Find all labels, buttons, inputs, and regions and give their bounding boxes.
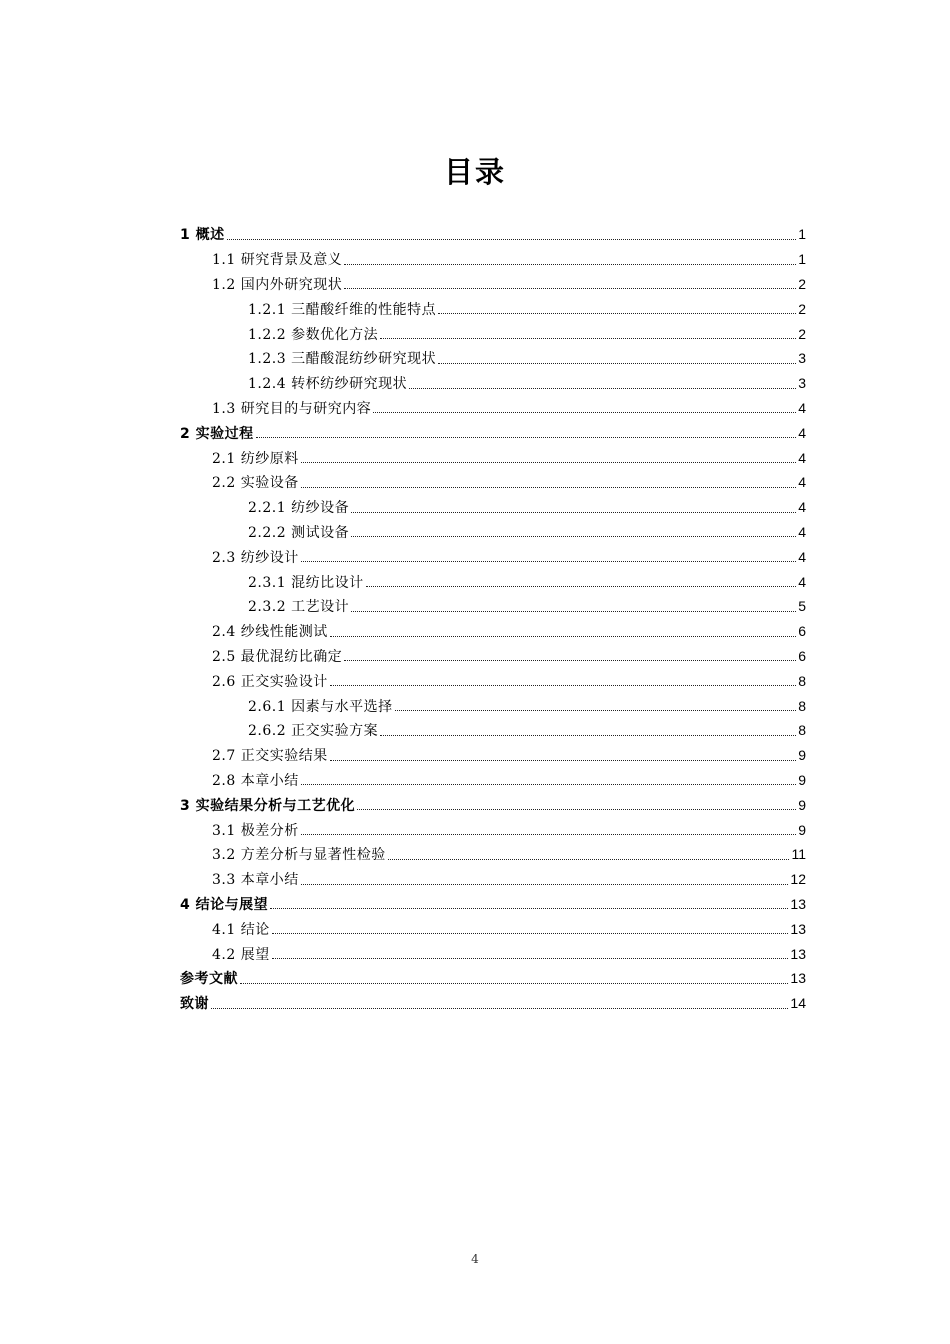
toc-dot-leader xyxy=(301,834,796,835)
toc-entry-page: 8 xyxy=(798,697,806,714)
toc-entry[interactable] xyxy=(248,569,806,594)
toc-entry[interactable] xyxy=(212,768,806,793)
toc-entry-title: 2.6.2 正交实验方案 xyxy=(248,723,379,740)
page-title: 目录 xyxy=(443,155,506,189)
toc-entry-title: 2.4 纱线性能测试 xyxy=(212,624,328,641)
toc-entry[interactable] xyxy=(248,520,806,545)
toc-entry-page: 6 xyxy=(798,647,806,664)
toc-dot-leader xyxy=(330,685,796,686)
toc-dot-leader xyxy=(344,660,796,661)
toc-dot-leader xyxy=(301,487,796,488)
toc-entry[interactable] xyxy=(180,222,806,247)
toc-entry-title: 1.2.4 转杯纺纱研究现状 xyxy=(248,376,408,393)
toc-entry-page: 2 xyxy=(798,325,806,342)
toc-entry-page: 1 xyxy=(798,251,806,268)
toc-dot-leader xyxy=(240,983,788,984)
table-of-contents xyxy=(0,222,950,1016)
toc-entry-title: 1.2.3 三醋酸混纺纱研究现状 xyxy=(248,351,437,368)
toc-entry-page: 3 xyxy=(798,375,806,392)
toc-dot-leader xyxy=(211,1008,788,1009)
toc-entry[interactable] xyxy=(180,991,806,1016)
toc-entry-page: 4 xyxy=(798,523,806,540)
toc-entry-page: 1 xyxy=(798,226,806,243)
toc-entry[interactable] xyxy=(212,445,806,470)
toc-dot-leader xyxy=(301,462,796,463)
toc-entry-title: 1.2 国内外研究现状 xyxy=(212,276,343,293)
toc-dot-leader xyxy=(409,388,796,389)
toc-entry[interactable] xyxy=(212,743,806,768)
toc-dot-leader xyxy=(357,809,796,810)
toc-entry-title: 2.6 正交实验设计 xyxy=(212,673,328,690)
toc-entry-title: 3.3 本章小结 xyxy=(212,872,299,889)
toc-entry-page: 4 xyxy=(798,449,806,466)
toc-dot-leader xyxy=(351,536,796,537)
toc-dot-leader xyxy=(330,760,796,761)
toc-dot-leader xyxy=(270,908,788,909)
toc-dot-leader xyxy=(256,437,797,438)
toc-entry-page: 4 xyxy=(798,474,806,491)
toc-entry-page: 12 xyxy=(790,871,806,888)
toc-entry-page: 6 xyxy=(798,623,806,640)
toc-dot-leader xyxy=(301,884,789,885)
toc-entry-title: 2.5 最优混纺比确定 xyxy=(212,648,343,665)
toc-entry-page: 13 xyxy=(790,945,806,962)
toc-entry-title: 4 结论与展望 xyxy=(180,896,269,913)
toc-dot-leader xyxy=(351,512,796,513)
toc-dot-leader xyxy=(344,264,796,265)
toc-entry-page: 13 xyxy=(790,920,806,937)
toc-entry-title: 3.1 极差分析 xyxy=(212,822,299,839)
toc-dot-leader xyxy=(301,561,796,562)
toc-entry-page: 4 xyxy=(798,499,806,516)
toc-dot-leader xyxy=(373,412,796,413)
toc-entry-page: 9 xyxy=(798,796,806,813)
toc-entry[interactable] xyxy=(248,693,806,718)
toc-entry-page: 4 xyxy=(798,399,806,416)
toc-entry-page: 11 xyxy=(791,846,806,863)
toc-entry-page: 3 xyxy=(798,350,806,367)
toc-entry-title: 参考文献 xyxy=(180,971,238,988)
toc-entry-page: 13 xyxy=(790,895,806,912)
toc-entry-title: 1.1 研究背景及意义 xyxy=(212,252,343,269)
toc-dot-leader xyxy=(344,288,796,289)
toc-entry[interactable] xyxy=(248,495,806,520)
toc-entry-page: 4 xyxy=(798,424,806,441)
toc-entry-title: 4.1 结论 xyxy=(212,921,270,938)
toc-entry-title: 2.2 实验设备 xyxy=(212,475,299,492)
toc-dot-leader xyxy=(272,933,789,934)
toc-entry[interactable] xyxy=(248,594,806,619)
toc-entry[interactable] xyxy=(180,792,806,817)
toc-entry-title: 2.6.1 因素与水平选择 xyxy=(248,698,393,715)
toc-dot-leader xyxy=(438,313,796,314)
toc-dot-leader xyxy=(301,784,796,785)
toc-dot-leader xyxy=(438,363,796,364)
toc-dot-leader xyxy=(380,338,796,339)
toc-entry-title: 2.2.1 纺纱设备 xyxy=(248,500,350,517)
toc-entry[interactable] xyxy=(248,321,806,346)
toc-entry[interactable] xyxy=(212,396,806,421)
toc-entry-title: 致谢 xyxy=(180,996,209,1013)
toc-entry-page: 8 xyxy=(798,722,806,739)
toc-entry-page: 14 xyxy=(790,995,806,1012)
toc-entry-title: 1.2.1 三醋酸纤维的性能特点 xyxy=(248,301,437,318)
toc-entry[interactable] xyxy=(212,544,806,569)
toc-entry-page: 9 xyxy=(798,747,806,764)
toc-dot-leader xyxy=(380,735,796,736)
toc-dot-leader xyxy=(395,710,797,711)
toc-entry-page: 4 xyxy=(798,548,806,565)
toc-dot-leader xyxy=(366,586,797,587)
toc-entry[interactable] xyxy=(248,296,806,321)
toc-entry[interactable] xyxy=(248,346,806,371)
page-number: 4 xyxy=(471,1252,479,1266)
toc-dot-leader xyxy=(388,859,790,860)
toc-entry-page: 2 xyxy=(798,275,806,292)
toc-entry[interactable] xyxy=(180,892,806,917)
toc-entry-page: 2 xyxy=(798,300,806,317)
toc-entry[interactable] xyxy=(212,867,806,892)
toc-entry-page: 9 xyxy=(798,771,806,788)
toc-entry-title: 1.2.2 参数优化方法 xyxy=(248,326,379,343)
toc-entry[interactable] xyxy=(212,941,806,966)
toc-entry-title: 2.7 正交实验结果 xyxy=(212,748,328,765)
toc-entry-title: 2.8 本章小结 xyxy=(212,772,299,789)
toc-entry-title: 2.1 纺纱原料 xyxy=(212,450,299,467)
toc-entry-title: 4.2 展望 xyxy=(212,946,270,963)
toc-dot-leader xyxy=(227,239,797,240)
toc-entry[interactable] xyxy=(212,247,806,272)
toc-entry-title: 3.2 方差分析与显著性检验 xyxy=(212,847,386,864)
toc-entry[interactable] xyxy=(212,644,806,669)
toc-entry[interactable] xyxy=(180,966,806,991)
toc-dot-leader xyxy=(351,611,796,612)
toc-entry-title: 1 概述 xyxy=(180,227,225,244)
toc-entry[interactable] xyxy=(212,272,806,297)
toc-entry[interactable] xyxy=(212,842,806,867)
toc-dot-leader xyxy=(272,958,789,959)
toc-entry-title: 2 实验过程 xyxy=(180,425,254,442)
toc-entry[interactable] xyxy=(180,420,806,445)
toc-entry[interactable] xyxy=(212,619,806,644)
toc-entry-title: 3 实验结果分析与工艺优化 xyxy=(180,797,356,814)
toc-entry-title: 2.2.2 测试设备 xyxy=(248,524,350,541)
toc-entry-page: 4 xyxy=(798,573,806,590)
toc-entry-page: 9 xyxy=(798,821,806,838)
toc-entry[interactable] xyxy=(212,668,806,693)
toc-entry[interactable] xyxy=(248,718,806,743)
toc-dot-leader xyxy=(330,636,796,637)
toc-entry-title: 2.3.1 混纺比设计 xyxy=(248,574,364,591)
toc-entry[interactable] xyxy=(212,916,806,941)
toc-entry[interactable] xyxy=(212,470,806,495)
toc-entry[interactable] xyxy=(212,817,806,842)
toc-entry-page: 13 xyxy=(790,970,806,987)
toc-entry-page: 5 xyxy=(798,598,806,615)
toc-entry-title: 2.3 纺纱设计 xyxy=(212,549,299,566)
toc-entry-title: 1.3 研究目的与研究内容 xyxy=(212,400,372,417)
toc-entry[interactable] xyxy=(248,371,806,396)
toc-entry-title: 2.3.2 工艺设计 xyxy=(248,599,350,616)
toc-entry-page: 8 xyxy=(798,672,806,689)
